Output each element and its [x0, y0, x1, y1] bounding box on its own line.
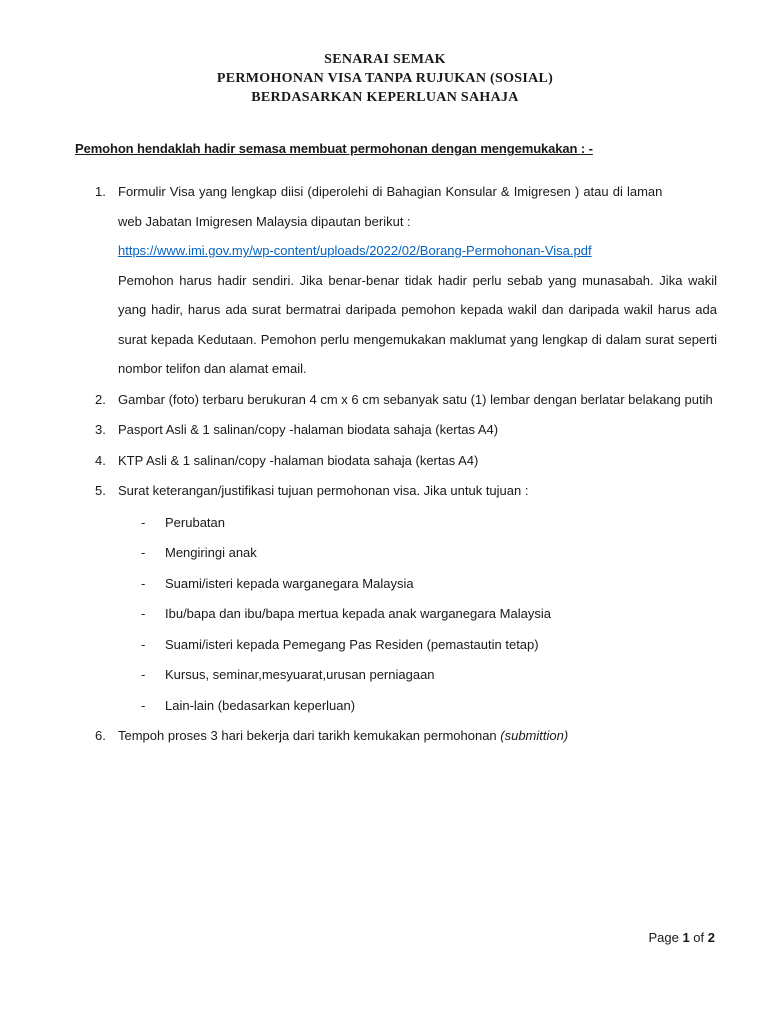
- title-line-3: BERDASARKAN KEPERLUAN SAHAJA: [251, 90, 519, 105]
- dash-bullet: -: [141, 545, 146, 560]
- dash-bullet: -: [141, 575, 146, 591]
- item-6-main: Tempoh proses 3 hari bekerja dari tarikh kemukakan permohonan: [118, 728, 501, 743]
- purpose-label: Suami/isteri kepada Pemegang Pas Residen (pemastautin tetap): [165, 636, 539, 652]
- checklist-item-4: [95, 446, 717, 476]
- purpose-item: [118, 630, 717, 660]
- borang-permohonan-link[interactable]: https://www.imi.gov.my/wp-content/uploads/2022/02/Borang-Permohonan-Visa.pdf: [118, 243, 592, 258]
- item-number: 1.: [95, 184, 106, 199]
- item-6-emphasis: (submittion): [500, 728, 569, 743]
- document-title: [0, 50, 770, 107]
- purpose-label: Perubatan: [165, 514, 225, 530]
- title-line-1: SENARAI SEMAK: [324, 52, 446, 67]
- purpose-label: Lain-lain (bedasarkan keperluan): [165, 697, 356, 713]
- checklist-item-2: [95, 385, 717, 415]
- page-number: [648, 930, 715, 945]
- intro-heading: Pemohon hendaklah hadir semasa membuat permohonan dengan mengemukakan : -: [75, 141, 593, 156]
- checklist-item-3: [95, 415, 717, 445]
- purpose-item: [118, 508, 717, 538]
- current-page: 1: [682, 930, 690, 945]
- item-6-text: [118, 721, 717, 751]
- item-1-line-1: Formulir Visa yang lengkap diisi (diperolehi di Bahagian Konsular & Imigresen ) atau di laman: [118, 184, 663, 199]
- item-2-text: Gambar (foto) terbaru berukuran 4 cm x 6 cm sebanyak satu (1) lembar dengan berlatar belakang putih: [118, 391, 713, 407]
- dash-bullet: -: [141, 636, 146, 652]
- item-number: 3.: [95, 422, 106, 437]
- item-4-text: KTP Asli & 1 salinan/copy -halaman biodata sahaja (kertas A4): [118, 452, 479, 468]
- purpose-item: [118, 660, 717, 690]
- dash-bullet: -: [141, 667, 146, 682]
- purpose-label: Suami/isteri kepada warganegara Malaysia: [165, 575, 414, 591]
- purpose-list: [118, 508, 717, 721]
- purpose-item: [118, 538, 717, 568]
- total-pages: 2: [707, 930, 715, 945]
- item-3-text: Pasport Asli & 1 salinan/copy -halaman biodata sahaja (kertas A4): [118, 422, 499, 437]
- dash-bullet: -: [141, 606, 146, 621]
- item-number: 2.: [95, 391, 106, 407]
- item-1-paragraph: Pemohon harus hadir sendiri. Jika benar-benar tidak hadir perlu sebab yang munasabah. Jika wakil yang hadir, harus ada surat bermatrai daripada pemohon kepada wakil dan daripada wakil harus ada surat kepada Kedutaan. Pemohon perlu mengemukakan maklumat yang lengkap di dalam surat seperti nombor telifon dan alamat email.: [118, 272, 717, 376]
- title-line-2: PERMOHONAN VISA TANPA RUJUKAN (SOSIAL): [216, 71, 554, 86]
- dash-bullet: -: [141, 697, 146, 713]
- checklist-item-5: [95, 476, 717, 720]
- item-5-text: Surat keterangan/justifikasi tujuan permohonan visa. Jika untuk tujuan :: [118, 483, 529, 498]
- dash-bullet: -: [141, 514, 146, 530]
- purpose-label: Kursus, seminar,mesyuarat,urusan perniagaan: [165, 667, 435, 682]
- item-1-line-2: web Jabatan Imigresen Malaysia dipautan berikut :: [118, 213, 411, 229]
- item-number: 6.: [95, 728, 106, 743]
- purpose-label: Ibu/bapa dan ibu/bapa mertua kepada anak warganegara Malaysia: [165, 606, 551, 621]
- purpose-item: [118, 691, 717, 721]
- of-word: of: [689, 930, 708, 945]
- purpose-item: [118, 569, 717, 599]
- checklist-item-1: [95, 177, 717, 384]
- purpose-item: [118, 599, 717, 629]
- checklist: [95, 177, 717, 751]
- page-word: Page: [648, 930, 683, 945]
- item-number: 5.: [95, 483, 106, 498]
- checklist-item-6: [95, 721, 717, 751]
- item-number: 4.: [95, 452, 106, 468]
- purpose-label: Mengiringi anak: [165, 545, 257, 560]
